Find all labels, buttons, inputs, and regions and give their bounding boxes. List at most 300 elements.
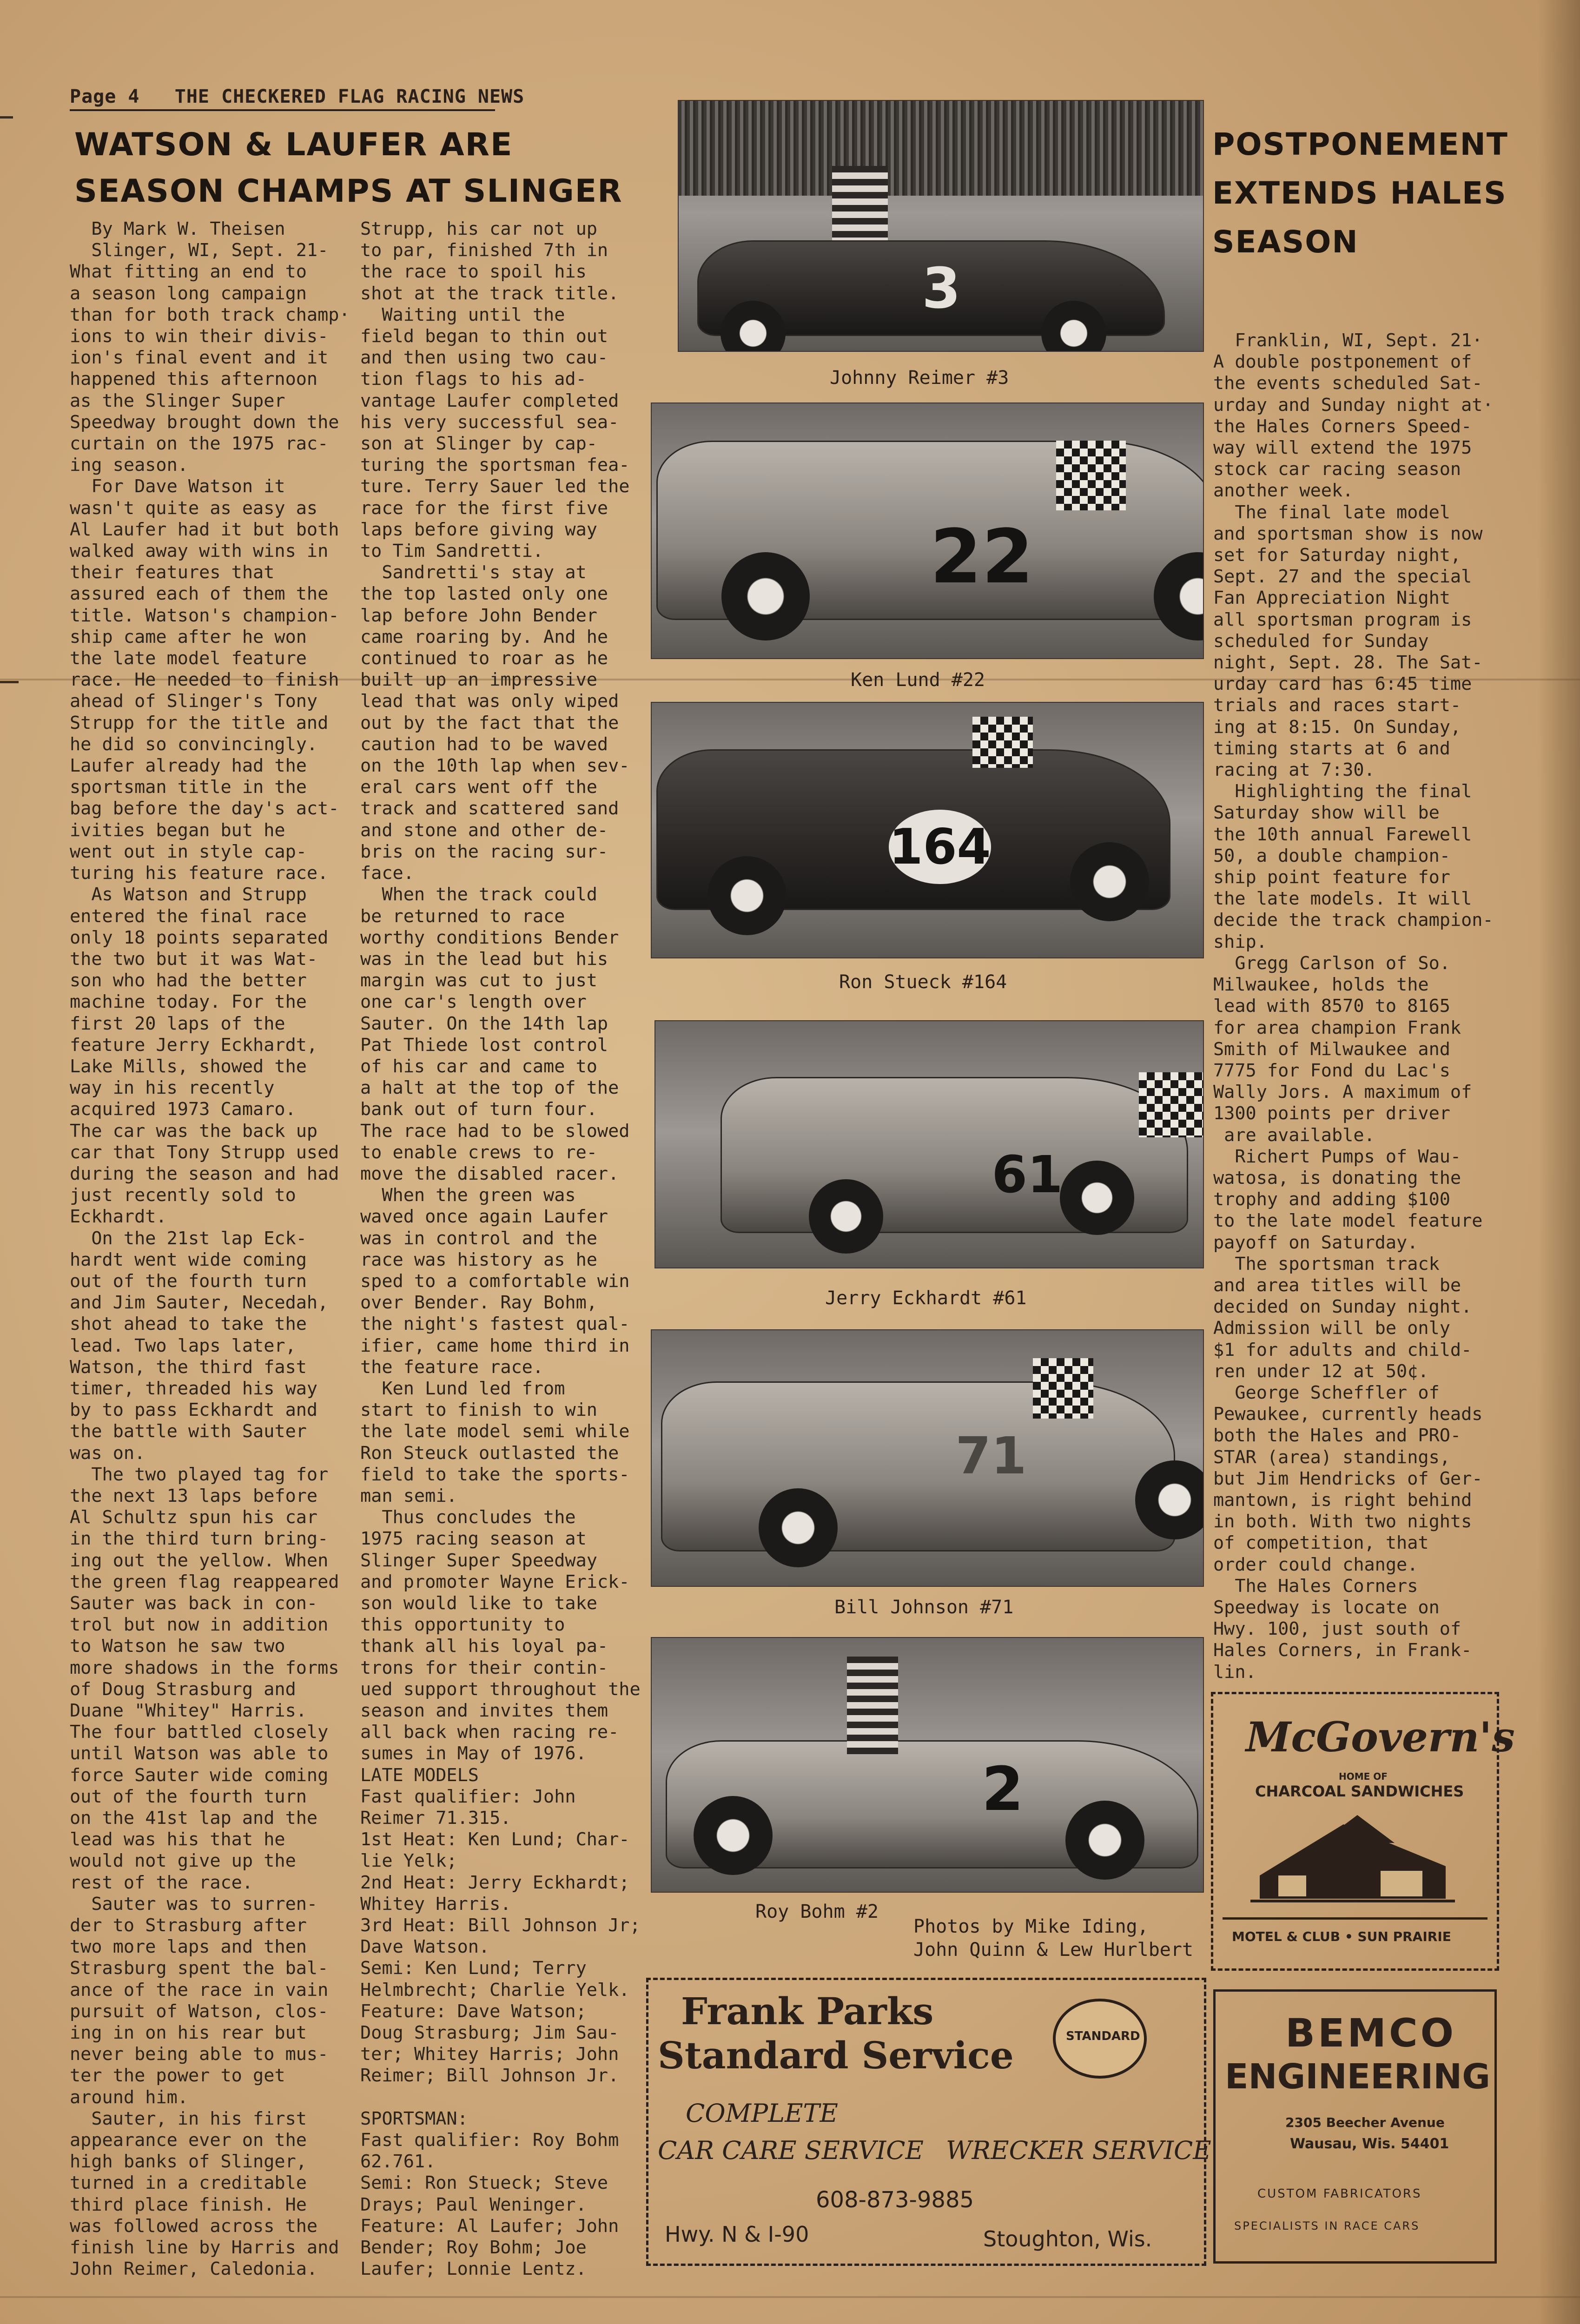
- text-line: [360, 2087, 641, 2108]
- text-line: field to take the sports-: [360, 1464, 630, 1485]
- wrecker-label: WRECKER SERVICE: [946, 2136, 1211, 2165]
- text-line: For Dave Watson it: [70, 476, 285, 497]
- text-line: ion's final event and it: [70, 347, 329, 369]
- text-line: trophy and adding $100: [1213, 1189, 1450, 1210]
- text-line: the next 13 laps before: [70, 1485, 318, 1506]
- text-line: and area titles will be: [1213, 1274, 1461, 1296]
- text-line: start to finish to win: [360, 1400, 597, 1421]
- complete-label: COMPLETE: [686, 2099, 838, 2128]
- mcgovern-footer: MOTEL & CLUB • SUN PRAIRIE: [1232, 1929, 1451, 1944]
- text-line: ued support throughout the: [360, 1678, 641, 1700]
- text-line: ahead of Slinger's Tony: [70, 691, 318, 712]
- text-line: decided on Sunday night.: [1213, 1296, 1472, 1318]
- text-line: until Watson was able to: [70, 1743, 329, 1764]
- text-line: Gregg Carlson of So.: [1213, 952, 1450, 974]
- wheel-icon: [1060, 1161, 1134, 1235]
- publication-name: THE CHECKERED FLAG RACING NEWS: [174, 86, 525, 107]
- text-line: Al Schultz spun his car: [70, 1507, 318, 1528]
- text-line: race was history as he: [360, 1249, 597, 1270]
- text-line: season and invites them: [360, 1700, 608, 1722]
- text-line: ifier, came home third in: [360, 1335, 630, 1356]
- text-line: $1 for adults and child-: [1213, 1339, 1472, 1360]
- text-line: stock car racing season: [1213, 459, 1461, 480]
- text-line: When the track could: [360, 884, 597, 905]
- text-line: ance of the race in vain: [70, 1979, 329, 2000]
- text-line: the battle with Sauter: [70, 1421, 307, 1442]
- text-line: 1st Heat: Ken Lund; Char-: [360, 1829, 630, 1850]
- text-line: Doug Strasburg; Jim Sau-: [360, 2022, 619, 2044]
- text-line: to par, finished 7th in: [360, 240, 608, 261]
- text-line: another week.: [1213, 480, 1354, 502]
- bemco-ad: [1213, 1989, 1497, 2264]
- text-line: bank out of turn four.: [360, 1099, 597, 1120]
- text-line: for area champion Frank: [1213, 1017, 1461, 1038]
- checkered-flag-icon: [1139, 1072, 1204, 1137]
- text-line: son who had the better: [70, 970, 307, 991]
- text-line: 50, a double champion-: [1213, 845, 1450, 866]
- text-line: ions to win their divis-: [70, 326, 329, 347]
- article-column-2: [360, 218, 641, 2280]
- text-line: ter; Whitey Harris; John: [360, 2044, 619, 2065]
- margin-mark: [0, 116, 13, 119]
- text-line: trials and races start-: [1213, 695, 1461, 716]
- text-line: curtain on the 1975 rac-: [70, 433, 329, 455]
- text-line: What fitting an end to: [70, 261, 307, 283]
- text-line: and Jim Sauter, Necedah,: [70, 1292, 329, 1314]
- text-line: lead was his that he: [70, 1829, 285, 1850]
- text-line: his very successful sea-: [360, 411, 619, 433]
- text-line: The car was the back up: [70, 1120, 318, 1142]
- text-line: SPORTSMAN:: [360, 2108, 468, 2129]
- text-line: Semi: Ken Lund; Terry: [360, 1958, 587, 1979]
- text-line: The Hales Corners: [1213, 1575, 1418, 1597]
- text-line: would not give up the: [70, 1850, 296, 1872]
- text-line: ship.: [1213, 931, 1267, 952]
- photo-credit-line: John Quinn & Lew Hurlbert: [913, 1939, 1194, 1961]
- text-line: entered the final race: [70, 905, 307, 927]
- text-line: and sportsman show is now: [1213, 523, 1483, 544]
- photo-caption: Johnny Reimer #3: [830, 367, 1009, 389]
- car-number: 164: [889, 810, 991, 884]
- text-line: Pewaukee, currently heads: [1213, 1404, 1483, 1425]
- text-line: came roaring by. And he: [360, 626, 608, 647]
- text-line: sportsman title in the: [70, 777, 307, 798]
- checkered-flag-icon: [972, 717, 1033, 768]
- text-line: Hwy. 100, just south of: [1213, 1618, 1461, 1640]
- text-line: The four battled closely: [70, 1722, 329, 1743]
- text-line: ivities began but he: [70, 819, 285, 841]
- race-photo-bohm: [651, 1637, 1204, 1893]
- wheel-icon: [694, 1796, 773, 1875]
- headline-line: WATSON & LAUFER ARE: [74, 126, 513, 163]
- text-line: Whitey Harris.: [360, 1893, 511, 1915]
- text-line: der to Strasburg after: [70, 1915, 307, 1936]
- race-photo-reimer: [678, 100, 1204, 352]
- text-line: Slinger, WI, Sept. 21-: [70, 240, 329, 261]
- photo-caption: Ken Lund #22: [851, 669, 985, 691]
- text-line: than for both track champ·: [70, 304, 350, 325]
- standard-logo-text: STANDARD: [1066, 2029, 1140, 2043]
- photo-credit-line: Photos by Mike Iding,: [913, 1916, 1149, 1937]
- text-line: Feature: Al Laufer; John: [360, 2215, 619, 2237]
- text-line: and promoter Wayne Erick-: [360, 1571, 630, 1592]
- text-line: the night's fastest qual-: [360, 1314, 630, 1335]
- text-line: STAR (area) standings,: [1213, 1446, 1450, 1468]
- text-line: set for Saturday night,: [1213, 545, 1461, 566]
- text-line: trons for their contin-: [360, 1657, 608, 1678]
- text-line: Semi: Ron Stueck; Steve: [360, 2172, 608, 2194]
- text-line: night, Sept. 28. The Sat-: [1213, 652, 1483, 673]
- text-line: race. He needed to finish: [70, 669, 339, 691]
- text-line: over Bender. Ray Bohm,: [360, 1292, 597, 1314]
- text-line: son would like to take: [360, 1593, 597, 1614]
- text-line: a halt at the top of the: [360, 1077, 619, 1099]
- text-line: appearance ever on the: [70, 2130, 307, 2151]
- car-number: 22: [930, 513, 1034, 600]
- photo-credit: [913, 1915, 1193, 1961]
- text-line: all sportsman program is: [1213, 609, 1472, 630]
- text-line: ship came after he won: [70, 626, 307, 647]
- text-line: all back when racing re-: [360, 1722, 619, 1743]
- mcgovern-name: McGovern's: [1246, 1713, 1515, 1761]
- text-line: George Scheffler of: [1213, 1382, 1440, 1403]
- article-headline: [74, 122, 623, 215]
- article-column-3: [1213, 330, 1494, 1683]
- text-line: the green flag reappeared: [70, 1571, 339, 1592]
- text-line: margin was cut to just: [360, 970, 597, 991]
- text-line: Duane "Whitey" Harris.: [70, 1700, 307, 1722]
- text-line: mantown, is right behind: [1213, 1489, 1472, 1511]
- text-line: more shadows in the forms: [70, 1657, 339, 1678]
- text-line: Strasburg spent the bal-: [70, 1958, 329, 1979]
- race-photo-eckhardt: [654, 1020, 1204, 1268]
- text-line: LATE MODELS: [360, 1764, 479, 1786]
- text-line: their features that: [70, 562, 275, 583]
- text-line: ture. Terry Sauer led the: [360, 476, 630, 497]
- text-line: sped to a comfortable win: [360, 1270, 630, 1292]
- wheel-icon: [759, 1488, 838, 1567]
- text-line: the race to spoil his: [360, 261, 587, 283]
- text-line: of Doug Strasburg and: [70, 1678, 296, 1700]
- text-line: two more laps and then: [70, 1936, 307, 1958]
- race-car: [661, 1381, 1175, 1552]
- paper-fold: [0, 2296, 1580, 2298]
- text-line: man semi.: [360, 1485, 457, 1506]
- wheel-icon: [721, 552, 810, 640]
- text-line: the feature race.: [360, 1356, 544, 1378]
- text-line: during the season and had: [70, 1163, 339, 1184]
- mcgovern-tagline: CHARCOAL SANDWICHES: [1255, 1783, 1464, 1800]
- text-line: went out in style cap-: [70, 841, 307, 862]
- text-line: lap before John Bender: [360, 605, 597, 626]
- text-line: track and scattered sand: [360, 798, 619, 819]
- text-line: of competition, that: [1213, 1532, 1429, 1554]
- checkered-flag-icon: [1056, 441, 1126, 510]
- page-label: Page 4: [70, 86, 140, 107]
- text-line: Saturday show will be: [1213, 802, 1440, 824]
- building-icon: [1250, 1806, 1455, 1913]
- text-line: Feature: Dave Watson;: [360, 2000, 587, 2022]
- text-line: one car's length over: [360, 991, 587, 1013]
- text-line: Helmbrecht; Charlie Yelk.: [360, 1979, 630, 2000]
- race-photo-stueck: [651, 702, 1204, 958]
- margin-mark: [0, 681, 19, 683]
- text-line: field began to thin out: [360, 326, 608, 347]
- text-line: race for the first five: [360, 497, 608, 519]
- text-line: Fast qualifier: John: [360, 1786, 576, 1807]
- text-line: laps before giving way: [360, 519, 597, 540]
- text-line: first 20 laps of the: [70, 1013, 285, 1034]
- text-line: shot ahead to take the: [70, 1314, 307, 1335]
- text-line: be returned to race: [360, 905, 565, 927]
- headline-line: SEASON: [1212, 224, 1359, 260]
- race-photo-lund: [651, 403, 1204, 659]
- text-line: 1975 racing season at: [360, 1528, 587, 1550]
- text-line: title. Watson's champion-: [70, 605, 339, 626]
- text-line: Strupp for the title and: [70, 712, 329, 733]
- text-line: ing at 8:15. On Sunday,: [1213, 716, 1461, 738]
- text-line: Drays; Paul Weninger.: [360, 2194, 587, 2215]
- text-line: lead with 8570 to 8165: [1213, 996, 1450, 1017]
- text-line: and then using two cau-: [360, 347, 608, 369]
- text-line: high banks of Slinger,: [70, 2151, 307, 2172]
- text-line: son at Slinger by cap-: [360, 433, 597, 455]
- text-line: ing season.: [70, 455, 188, 476]
- text-line: bag before the day's act-: [70, 798, 339, 819]
- text-line: lead that was only wiped: [360, 691, 619, 712]
- text-line: Eckhardt.: [70, 1206, 167, 1228]
- text-line: was on.: [70, 1442, 145, 1464]
- text-line: When the green was: [360, 1185, 576, 1206]
- text-line: Reimer 71.315.: [360, 1808, 511, 1829]
- car-number: 3: [922, 257, 961, 321]
- text-line: On the 21st lap Eck-: [70, 1228, 307, 1249]
- text-line: the late models. It will: [1213, 888, 1472, 910]
- text-line: Highlighting the final: [1213, 781, 1472, 802]
- text-line: ter the power to get: [70, 2065, 285, 2086]
- text-line: continued to roar as he: [360, 648, 608, 669]
- text-line: the top lasted only one: [360, 583, 608, 605]
- text-line: ing in on his rear but: [70, 2022, 307, 2044]
- text-line: decide the track champion-: [1213, 910, 1494, 931]
- text-line: By Mark W. Theisen: [70, 218, 285, 239]
- photo-caption: Bill Johnson #71: [834, 1597, 1014, 1618]
- frank-parks-name: Frank Parks: [681, 1989, 934, 2033]
- text-line: by to pass Eckhardt and: [70, 1400, 318, 1421]
- divider: [1223, 1917, 1487, 1920]
- text-line: Speedway is locate on: [1213, 1597, 1440, 1618]
- text-line: just recently sold to: [70, 1185, 296, 1206]
- race-photo-johnson: [651, 1329, 1204, 1587]
- text-line: to Tim Sandretti.: [360, 541, 544, 562]
- text-line: the late model semi while: [360, 1421, 630, 1442]
- text-line: to Watson he saw two: [70, 1636, 285, 1657]
- text-line: Ron Steuck outlasted the: [360, 1442, 619, 1464]
- car-number: 2: [981, 1754, 1024, 1824]
- text-line: way in his recently: [70, 1077, 275, 1099]
- text-line: Speedway brought down the: [70, 411, 339, 433]
- text-line: pursuit of Watson, clos-: [70, 2000, 329, 2022]
- text-line: Bender; Roy Bohm; Joe: [360, 2237, 587, 2258]
- text-line: Sauter was to surren-: [70, 1893, 318, 1915]
- mcgovern-home-of: HOME OF: [1339, 1771, 1388, 1782]
- text-line: move the disabled racer.: [360, 1163, 619, 1184]
- frank-parks-ad: [646, 1978, 1211, 2266]
- text-line: and stone and other de-: [360, 819, 608, 841]
- page-header: [70, 86, 525, 111]
- text-line: 1300 points per driver: [1213, 1103, 1450, 1124]
- text-line: machine today. For the: [70, 991, 307, 1013]
- text-line: Milwaukee, holds the: [1213, 974, 1429, 996]
- text-line: assured each of them the: [70, 583, 329, 605]
- text-line: Sauter, in his first: [70, 2108, 307, 2129]
- text-line: but Jim Hendricks of Ger-: [1213, 1468, 1483, 1489]
- text-line: timer, threaded his way: [70, 1378, 318, 1399]
- text-line: Sandretti's stay at: [360, 562, 587, 583]
- text-line: acquired 1973 Camaro.: [70, 1099, 296, 1120]
- text-line: urday card has 6:45 time: [1213, 673, 1472, 695]
- bemco-specialists: SPECIALISTS IN RACE CARS: [1234, 2219, 1420, 2232]
- text-line: Laufer already had the: [70, 755, 307, 777]
- text-line: to the late model feature: [1213, 1210, 1483, 1232]
- bemco-custom: CUSTOM FABRICATORS: [1257, 2187, 1422, 2201]
- text-line: was followed across the: [70, 2215, 318, 2237]
- text-line: Sauter. On the 14th lap: [360, 1013, 608, 1034]
- text-line: the 10th annual Farewell: [1213, 824, 1472, 845]
- text-line: scheduled for Sunday: [1213, 630, 1429, 652]
- grandstand-crowd: [679, 101, 1203, 196]
- text-line: worthy conditions Bender: [360, 927, 619, 948]
- text-line: out of the fourth turn: [70, 1786, 307, 1807]
- car-care-label: CAR CARE SERVICE: [658, 2136, 924, 2165]
- text-line: on the 41st lap and the: [70, 1808, 318, 1829]
- text-line: the Hales Corners Speed-: [1213, 416, 1472, 437]
- text-line: lin.: [1213, 1661, 1256, 1683]
- bemco-name: BEMCO: [1285, 2010, 1457, 2056]
- text-line: A double postponement of: [1213, 351, 1472, 373]
- text-line: 3rd Heat: Bill Johnson Jr;: [360, 1915, 641, 1936]
- text-line: was in the lead but his: [360, 948, 608, 970]
- text-line: built up an impressive: [360, 669, 597, 691]
- text-line: thank all his loyal pa-: [360, 1636, 608, 1657]
- text-line: Pat Thiede lost control: [360, 1034, 608, 1056]
- text-line: hardt went wide coming: [70, 1249, 307, 1270]
- text-line: payoff on Saturday.: [1213, 1232, 1418, 1253]
- text-line: this opportunity to: [360, 1614, 565, 1636]
- text-line: rest of the race.: [70, 1872, 253, 1893]
- car-number: 61: [992, 1145, 1063, 1204]
- text-line: bris on the racing sur-: [360, 841, 608, 862]
- text-line: happened this afternoon: [70, 369, 318, 390]
- standard-logo-icon: [1053, 1999, 1147, 2079]
- text-line: third place finish. He: [70, 2194, 307, 2215]
- text-line: racing at 7:30.: [1213, 759, 1375, 781]
- text-line: Dave Watson.: [360, 1936, 490, 1958]
- text-line: timing starts at 6 and: [1213, 738, 1450, 759]
- wheel-icon: [1070, 842, 1149, 921]
- photo-caption: Jerry Eckhardt #61: [825, 1287, 1027, 1309]
- text-line: As Watson and Strupp: [70, 884, 307, 905]
- text-line: lead. Two laps later,: [70, 1335, 296, 1356]
- text-line: the events scheduled Sat-: [1213, 373, 1483, 394]
- text-line: The two played tag for: [70, 1464, 329, 1485]
- text-line: Admission will be only: [1213, 1318, 1450, 1339]
- text-line: finish line by Harris and: [70, 2237, 339, 2258]
- article-column-1: [70, 218, 350, 2280]
- text-line: Slinger Super Speedway: [360, 1550, 597, 1571]
- text-line: 7775 for Fond du Lac's: [1213, 1060, 1450, 1081]
- text-line: Thus concludes the: [360, 1507, 576, 1528]
- text-line: wasn't quite as easy as: [70, 497, 318, 519]
- text-line: ing out the yellow. When: [70, 1550, 329, 1571]
- headline-line: SEASON CHAMPS AT SLINGER: [74, 173, 623, 210]
- text-line: The final late model: [1213, 502, 1450, 523]
- page-edge-shadow: [1538, 0, 1580, 2324]
- bemco-engineering: ENGINEERING: [1225, 2057, 1490, 2097]
- text-line: the two but it was Wat-: [70, 948, 318, 970]
- text-line: to enable crews to re-: [360, 1142, 597, 1163]
- text-line: trol but now in addition: [70, 1614, 329, 1636]
- text-line: as the Slinger Super: [70, 390, 285, 411]
- text-line: Smith of Milwaukee and: [1213, 1038, 1450, 1060]
- text-line: the late model feature: [70, 648, 307, 669]
- text-line: waved once again Laufer: [360, 1206, 608, 1228]
- text-line: Ken Lund led from: [360, 1378, 565, 1399]
- text-line: force Sauter wide coming: [70, 1764, 329, 1786]
- photo-caption: Ron Stueck #164: [839, 971, 1007, 993]
- text-line: he did so convincingly.: [70, 733, 318, 755]
- text-line: eral cars went off the: [360, 777, 597, 798]
- article-headline: [1212, 120, 1508, 266]
- text-line: turing the sportsman fea-: [360, 455, 630, 476]
- text-line: urday and Sunday night at·: [1213, 394, 1494, 416]
- text-line: sumes in May of 1976.: [360, 1743, 587, 1764]
- text-line: of his car and came to: [360, 1056, 597, 1077]
- text-line: John Reimer, Caledonia.: [70, 2258, 318, 2280]
- wheel-icon: [809, 1179, 883, 1254]
- text-line: was in control and the: [360, 1228, 597, 1249]
- text-line: in both. With two nights: [1213, 1511, 1472, 1532]
- phone-number: 608-873-9885: [816, 2187, 974, 2213]
- frank-parks-service: Standard Service: [658, 2034, 1014, 2077]
- headline-line: POSTPONEMENT: [1212, 126, 1508, 162]
- text-line: vantage Laufer completed: [360, 390, 619, 411]
- text-line: a season long campaign: [70, 283, 307, 304]
- text-line: shot at the track title.: [360, 283, 619, 304]
- text-line: Sept. 27 and the special: [1213, 566, 1472, 588]
- text-line: ship point feature for: [1213, 867, 1450, 888]
- text-line: caution had to be waved: [360, 733, 608, 755]
- photo-caption: Roy Bohm #2: [755, 1901, 879, 1922]
- text-line: face.: [360, 863, 414, 884]
- text-line: tion flags to his ad-: [360, 369, 587, 390]
- text-line: way will extend the 1975: [1213, 437, 1472, 459]
- text-line: Strupp, his car not up: [360, 218, 597, 239]
- bemco-address: 2305 Beecher Avenue: [1285, 2115, 1445, 2130]
- text-line: The race had to be slowed: [360, 1120, 630, 1142]
- text-line: walked away with wins in: [70, 541, 329, 562]
- text-line: turned in a creditable: [70, 2172, 307, 2194]
- wheel-icon: [1065, 1801, 1144, 1880]
- text-line: Laufer; Lonnie Lentz.: [360, 2258, 587, 2280]
- city-label: Stoughton, Wis.: [983, 2226, 1152, 2251]
- text-line: car that Tony Strupp used: [70, 1142, 339, 1163]
- text-line: watosa, is donating the: [1213, 1167, 1461, 1188]
- text-line: both the Hales and PRO-: [1213, 1425, 1461, 1446]
- text-line: Reimer; Bill Johnson Jr.: [360, 2065, 619, 2086]
- text-line: out by the fact that the: [360, 712, 619, 733]
- text-line: order could change.: [1213, 1554, 1418, 1575]
